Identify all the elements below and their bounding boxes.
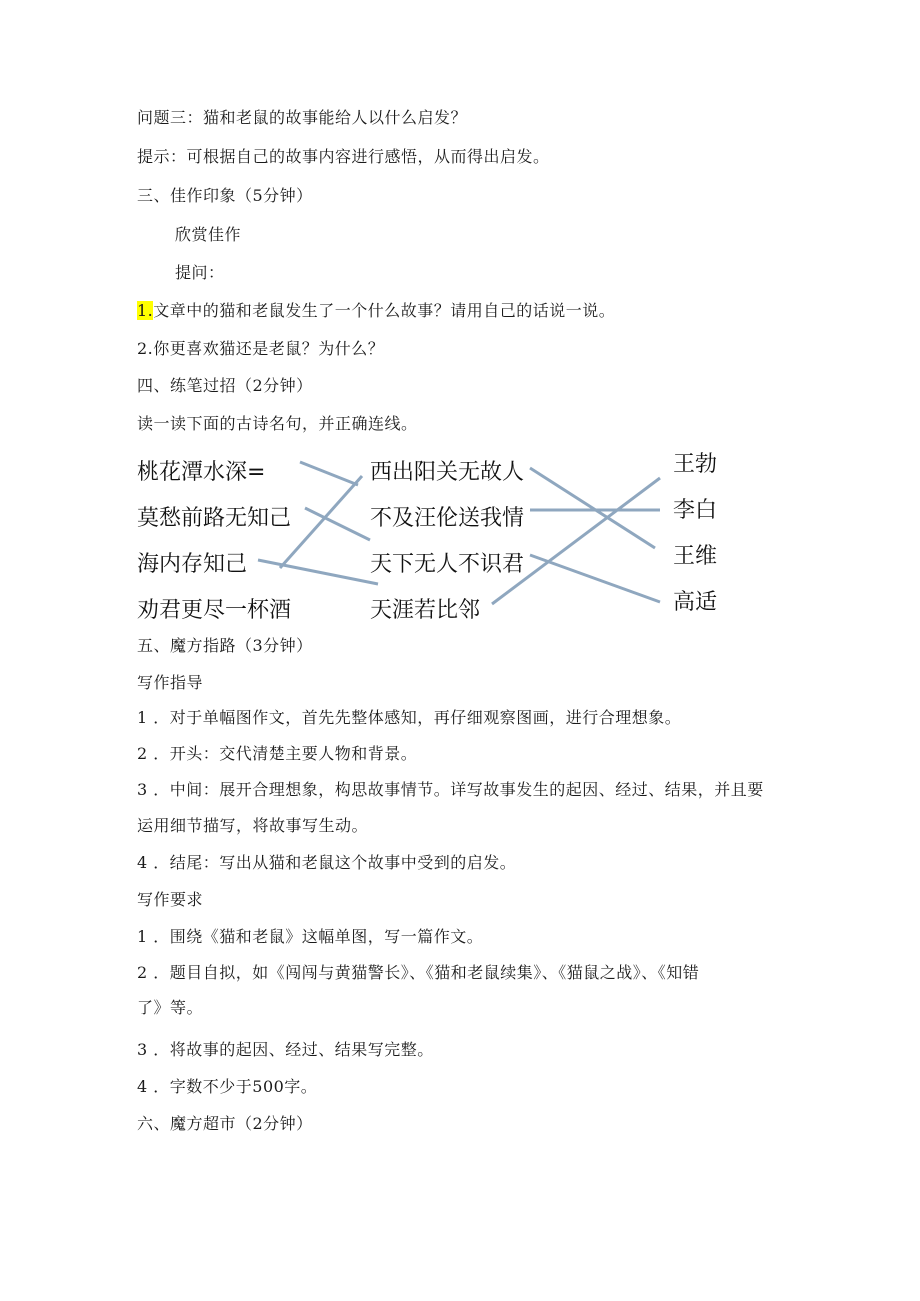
requirement-item: 1 ．围绕《猫和老鼠》这幅单图，写一篇作文。: [137, 927, 484, 946]
poet-name: 李白: [673, 498, 718, 523]
guide-item: 4 ．结尾：写出从猫和老鼠这个故事中受到的启发。: [137, 853, 517, 872]
poem-line-middle: 不及汪伦送我情: [370, 506, 525, 531]
appreciate-label: 欣赏佳作: [175, 225, 242, 244]
requirement-item: 了》等。: [137, 998, 204, 1017]
guide-item: 运用细节描写，将故事写生动。: [137, 816, 369, 835]
section-5-heading: 五、魔方指路（3分钟）: [137, 636, 313, 655]
connector-line: [530, 468, 655, 548]
poet-name: 王勃: [673, 452, 718, 477]
matching-instruction: 读一读下面的古诗名句，并正确连线。: [137, 414, 418, 433]
requirement-item: 2 ．题目自拟，如《闯闯与黄猫警长》、《猫和老鼠续集》、《猫鼠之战》、《知错: [137, 963, 700, 982]
requirements-title: 写作要求: [137, 890, 204, 909]
section-3-heading: 三、佳作印象（5分钟）: [137, 186, 313, 205]
poem-line-left: 桃花潭水深=: [137, 460, 266, 485]
hint-text: 提示：可根据自己的故事内容进行感悟，从而得出启发。: [137, 147, 550, 166]
connector-line: [258, 560, 378, 584]
poem-line-middle: 西出阳关无故人: [370, 460, 525, 485]
section-6-heading: 六、魔方超市（2分钟）: [137, 1114, 313, 1133]
poem-line-middle: 天涯若比邻: [370, 598, 481, 623]
guide-item: 1 ．对于单幅图作文，首先先整体感知，再仔细观察图画，进行合理想象。: [137, 708, 682, 727]
question-1-text: 文章中的猫和老鼠发生了一个什么故事？请用自己的话说一说。: [153, 301, 616, 320]
question-three: 问题三：猫和老鼠的故事能给人以什么启发？: [137, 108, 468, 127]
connector-line: [300, 462, 358, 485]
poem-line-left: 劝君更尽一杯酒: [137, 598, 292, 623]
poet-name: 王维: [673, 544, 718, 569]
guide-item: 2 ．开头：交代清楚主要人物和背景。: [137, 744, 418, 763]
section-4-heading: 四、练笔过招（2分钟）: [137, 376, 313, 395]
highlighted-number: 1.: [137, 301, 154, 320]
ask-label: 提问：: [175, 263, 225, 282]
poet-name: 高适: [673, 590, 718, 615]
matching-exercise: [0, 440, 920, 640]
connector-line: [305, 508, 370, 540]
guide-title: 写作指导: [137, 673, 204, 692]
poem-line-middle: 天下无人不识君: [370, 552, 525, 577]
question-2: 2.你更喜欢猫还是老鼠？为什么？: [137, 339, 385, 358]
poem-line-left: 海内存知己: [137, 552, 248, 577]
guide-item: 3 ．中间：展开合理想象，构思故事情节。详写故事发生的起因、经过、结果，并且要: [137, 780, 764, 799]
requirement-item: 4 ．字数不少于500字。: [137, 1077, 318, 1096]
connector-line: [530, 555, 660, 602]
connector-line: [280, 476, 362, 568]
poem-line-left: 莫愁前路无知己: [137, 506, 292, 531]
question-1: [137, 301, 615, 321]
requirement-item: 3 ．将故事的起因、经过、结果写完整。: [137, 1040, 434, 1059]
